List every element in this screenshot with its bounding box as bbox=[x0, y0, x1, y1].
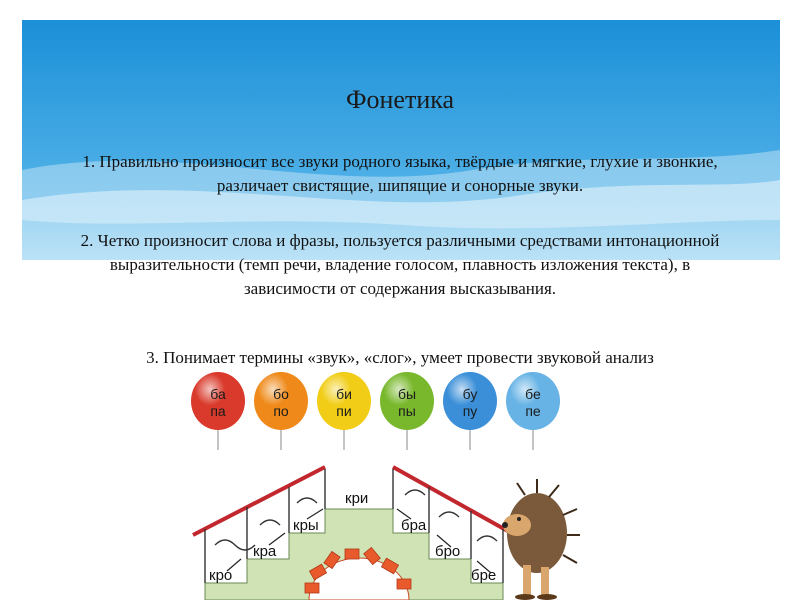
stair-label-left-1: кро bbox=[209, 567, 233, 584]
balloon-3 bbox=[317, 372, 371, 450]
balloon-1 bbox=[191, 372, 245, 450]
stair-label-left-2: кра bbox=[253, 543, 277, 560]
balloon-syllable-top: бе bbox=[525, 386, 541, 402]
stair-label-right-1: бра bbox=[401, 517, 427, 534]
balloon-syllable-top: би bbox=[336, 386, 352, 402]
balloon-6 bbox=[506, 372, 560, 450]
syllable-balloons bbox=[190, 368, 570, 450]
balloon-syllable-bottom: пы bbox=[398, 403, 416, 419]
paragraph-phonetics-2: 2. Четко произносит слова и фразы, пользуется различными средствами интонационной выразительности (темп речи, владение голосом, плавность изложения текста), в зависимости от содержания высказывания. bbox=[80, 231, 720, 298]
paragraph-phonetics-3: 3. Понимает термины «звук», «слог», умеет провести звуковой анализ bbox=[146, 348, 654, 367]
syllable-stairs-illustration bbox=[185, 455, 580, 600]
paragraph-phonetics-1: 1. Правильно произносит все звуки родного языка, твёрдые и мягкие, глухие и звонкие, различает свистящие, шипящие и сонорные звуки. bbox=[82, 152, 718, 195]
balloon-syllable-top: бо bbox=[273, 386, 289, 402]
balloon-4 bbox=[380, 372, 434, 450]
balloon-syllable-bottom: по bbox=[273, 403, 289, 419]
balloon-syllable-bottom: пу bbox=[462, 403, 478, 419]
balloon-syllable-top: ба bbox=[210, 386, 226, 402]
stair-label-right-3: бре bbox=[471, 567, 497, 584]
balloon-syllable-top: бы bbox=[397, 386, 417, 402]
balloon-5 bbox=[443, 372, 497, 450]
balloon-syllable-bottom: пе bbox=[525, 403, 541, 419]
balloon-syllable-bottom: пи bbox=[336, 403, 352, 419]
balloon-syllable-top: бу bbox=[462, 386, 478, 402]
hedgehog-illustration bbox=[502, 479, 580, 600]
stair-label-top: кри bbox=[345, 490, 369, 507]
balloon-2 bbox=[254, 372, 308, 450]
stair-label-left-3: кры bbox=[293, 517, 319, 534]
slide-title: Фонетика bbox=[345, 85, 455, 114]
stair-label-right-2: бро bbox=[435, 543, 461, 560]
balloon-syllable-bottom: па bbox=[210, 403, 226, 419]
